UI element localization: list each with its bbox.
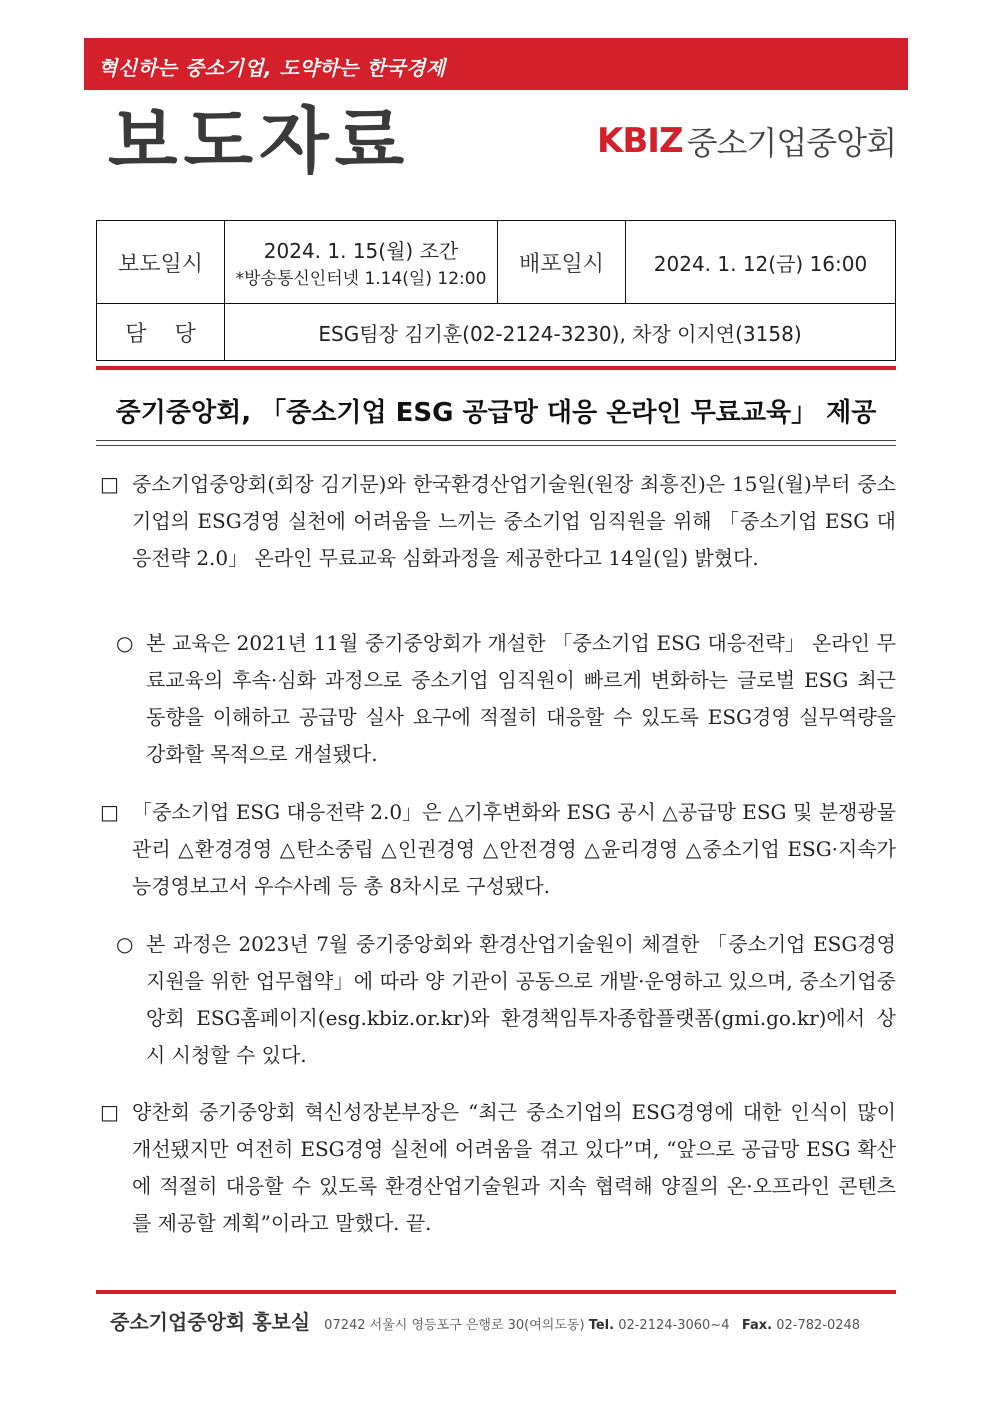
banner-slogan: 혁신하는 중소기업, 도약하는 한국경제 — [98, 56, 446, 80]
release-cell — [225, 221, 498, 304]
kbiz-logo — [597, 118, 896, 164]
paragraph-2-sub: 본 과정은 2023년 7월 중기중앙회와 환경산업기술원이 체결한 「중소기업 ESG경영 지원을 위한 업무협약」에 따라 양 기관이 공동으로 개발·운영하고 있으며, 중소기업중앙회 ESG홈페이지(esg.kbiz.or.kr)와 환경책임투자종합플랫폼(gmi.go.kr)에서 상시 시청할 수 있다. — [146, 932, 896, 1067]
top-banner — [84, 38, 908, 90]
paragraph-2: 「중소기업 ESG 대응전략 2.0」은 △기후변화와 ESG 공시 △공급망 ESG 및 분쟁광물 관리 △환경경영 △탄소중립 △인권경영 △안전경영 △윤리경영 △중소기업 ESG·지속가능경영보고서 우수사례 등 총 8차시로 구성됐다. — [132, 800, 896, 898]
paragraph-2-bullet: □ — [100, 800, 119, 824]
release-note: *방송통신인터넷 1.14(일) 12:00 — [235, 269, 487, 289]
footer-org: 중소기업중앙회 홍보실 — [110, 1310, 311, 1334]
logo-name: 중소기업중앙회 — [686, 124, 896, 162]
paragraph-2-sub-bullet: ○ — [116, 932, 134, 956]
paragraph-1: 중소기업중앙회(회장 김기문)와 한국환경산업기술원(원장 최흥진)은 15일(월)부터 중소기업의 ESG경영 실천에 어려움을 느끼는 중소기업 임직원을 위해 「중소기업 ESG 대응전략 2.0」 온라인 무료교육 심화과정을 제공한다고 14일(일) 밝혔다. — [132, 472, 896, 570]
release-label: 보도일시 — [97, 221, 225, 304]
paragraph-3: 양찬회 중기중앙회 혁신성장본부장은 “최근 중소기업의 ESG경영에 대한 인식이 많이 개선됐지만 여전히 ESG경영 실천에 어려움을 겪고 있다”며, “앞으로 공급망 ESG 확산에 적절히 대응할 수 있도록 환경산업기술원과 지속 협력해 양질의 온·오프라인 콘텐츠를 제공할 계획”이라고 말했다. 끝. — [132, 1100, 896, 1235]
distribution-label: 배포일시 — [498, 221, 626, 304]
release-value: 2024. 1. 15(월) 조간 — [263, 239, 459, 263]
document-title: 보도자료 — [108, 99, 411, 183]
footer-tel: 02-2124-3060~4 — [618, 1318, 730, 1333]
footer-fax: 02-782-0248 — [776, 1318, 861, 1333]
release-info-table — [96, 220, 896, 361]
footer-address-text: 07242 서울시 영등포구 은행로 30(여의도동) — [324, 1318, 585, 1333]
paragraph-1-bullet: □ — [100, 472, 119, 496]
logo-mark: KBIZ — [597, 121, 683, 161]
footer — [110, 1306, 860, 1335]
contact-label: 담 당 — [97, 304, 225, 361]
footer-rule — [96, 1290, 896, 1294]
footer-tel-label: Tel. — [588, 1318, 615, 1333]
distribution-value: 2024. 1. 12(금) 16:00 — [626, 221, 896, 304]
paragraph-1-sub-bullet: ○ — [116, 631, 134, 655]
headline: 중기중앙회, 「중소기업 ESG 공급망 대응 온라인 무료교육」 제공 — [115, 398, 877, 428]
paragraph-3-bullet: □ — [100, 1100, 119, 1124]
paragraph-1-sub: 본 교육은 2021년 11월 중기중앙회가 개설한 「중소기업 ESG 대응전략」 온라인 무료교육의 후속·심화 과정으로 중소기업 임직원이 빠르게 변화하는 글로벌 ESG 최근 동향을 이해하고 공급망 실사 요구에 적절히 대응할 수 있도록 ESG경영 실무역량을 강화할 목적으로 개설됐다. — [146, 631, 896, 766]
contact-value: ESG팀장 김기훈(02-2124-3230), 차장 이지연(3158) — [225, 304, 896, 361]
headline-top-rule — [96, 366, 896, 370]
footer-fax-label: Fax. — [741, 1318, 773, 1333]
headline-bottom-rule — [96, 440, 896, 446]
footer-address — [324, 1314, 860, 1333]
